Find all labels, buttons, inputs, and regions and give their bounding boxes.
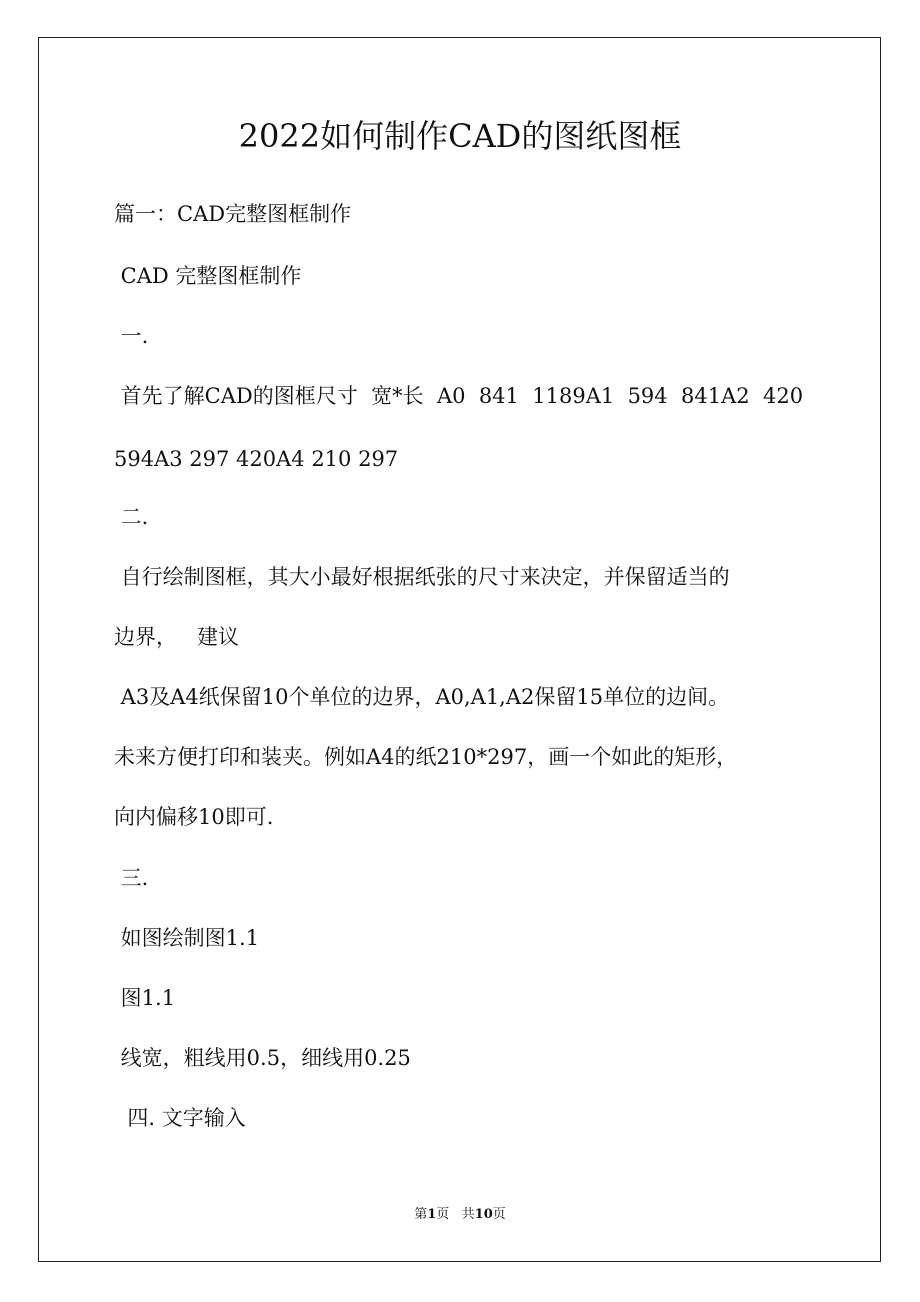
paragraph-line: CAD 完整图框制作 xyxy=(114,264,302,288)
footer-page-prefix: 第 xyxy=(414,1207,428,1222)
paragraph-line: 如图绘制图1.1 xyxy=(114,926,260,950)
paragraph-line: 594A3 297 420A4 210 297 xyxy=(114,447,399,471)
paragraph-line: 边界， 建议 xyxy=(114,625,240,649)
paragraph-line: 向内偏移10即可. xyxy=(114,805,274,829)
footer-page-suffix: 页 xyxy=(492,1207,506,1222)
footer-page-mid: 页 共 xyxy=(436,1207,475,1222)
figure-caption: 图1.1 xyxy=(114,986,176,1010)
list-marker-3: 三. xyxy=(114,866,149,890)
paragraph-line: 自行绘制图框，其大小最好根据纸张的尺寸来决定，并保留适当的 xyxy=(114,565,730,589)
paragraph-line: 首先了解CAD的图框尺寸 宽*长 A0 841 1189A1 594 841A2 420 xyxy=(114,384,804,408)
document-title: 2022如何制作CAD的图纸图框 xyxy=(238,117,682,155)
section-heading-1: 篇一：CAD完整图框制作 xyxy=(114,202,352,226)
paragraph-line: 线宽，粗线用0.5，细线用0.25 xyxy=(114,1046,411,1070)
footer-page-total: 10 xyxy=(474,1207,493,1222)
paragraph-line: 未来方便打印和装夹。例如A4的纸210*297，画一个如此的矩形， xyxy=(114,745,738,769)
paragraph-line: A3及A4纸保留10个单位的边界，A0,A1,A2保留15单位的边间。 xyxy=(114,685,730,709)
footer-page-current: 1 xyxy=(427,1207,437,1222)
list-marker-1: 一. xyxy=(114,324,149,348)
page-footer xyxy=(0,1206,920,1224)
list-marker-2: 二. xyxy=(114,505,149,529)
section-heading-4: 四. 文字输入 xyxy=(114,1106,246,1130)
